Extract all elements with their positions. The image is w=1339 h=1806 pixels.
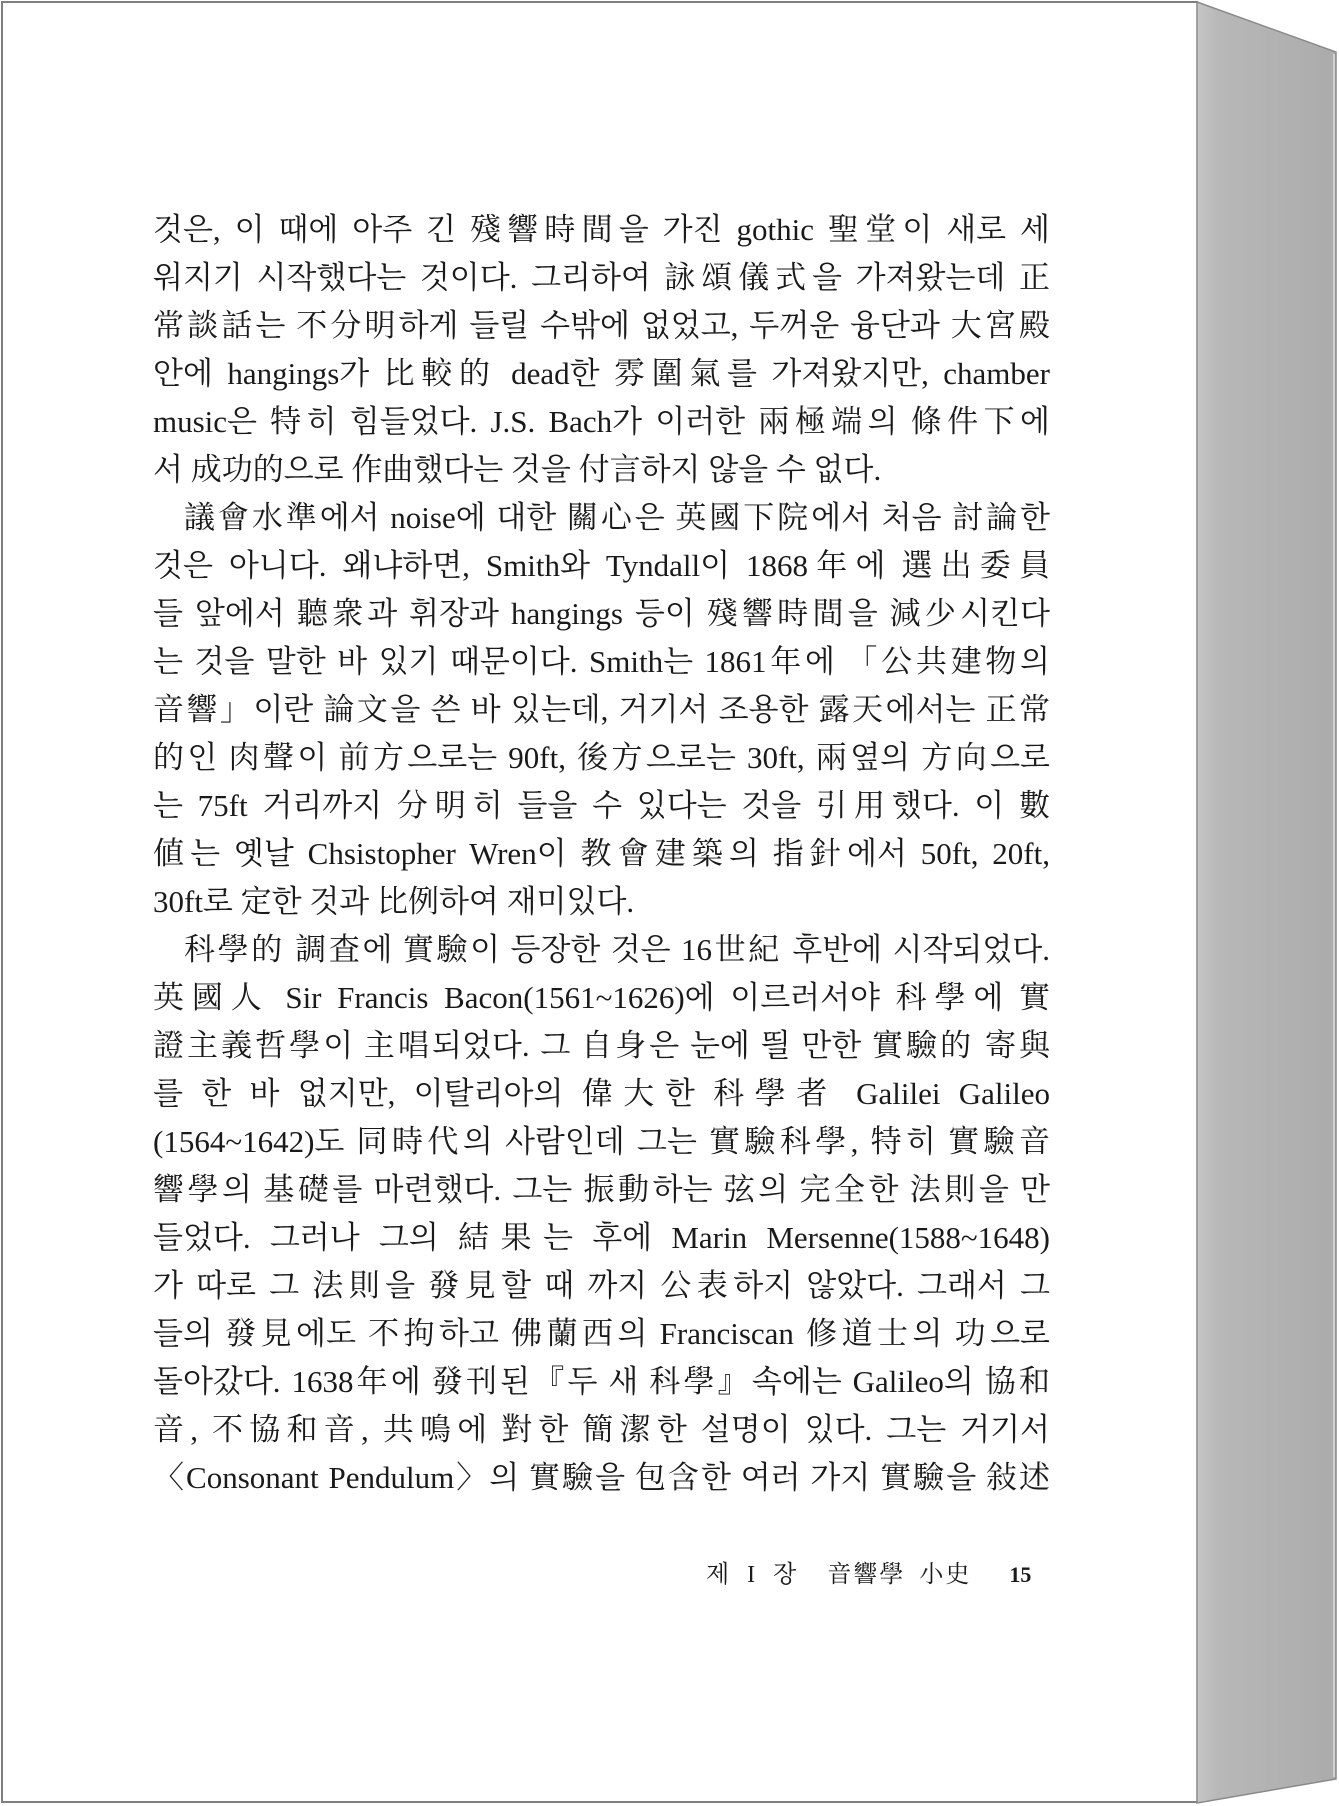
page-number: 15 [1009, 1562, 1032, 1587]
chapter-label: 제 I 장 [706, 1562, 798, 1588]
text-line: 는 것을 말한 바 있기 때문이다. Smith는 1861年에 「公共建物의 [153, 644, 1050, 679]
chapter-title: 音響學 小史 [827, 1562, 972, 1588]
text-line: music은 特히 힘들었다. J.S. Bach가 이러한 兩極端의 條件下에 [153, 404, 1050, 439]
text-line: 는 75ft 거리까지 分明히 들을 수 있다는 것을 引用했다. 이 數 [153, 788, 1050, 823]
text-line: 常談話는 不分明하게 들릴 수밖에 없었고, 두꺼운 융단과 大宮殿 [153, 308, 1050, 343]
text-line: 를 한 바 없지만, 이탈리아의 偉大한 科學者 Galilei Galileo [153, 1076, 1050, 1111]
text-line: 서 成功的으로 作曲했다는 것을 付言하지 않을 수 없다. [153, 452, 882, 487]
text-line: 音響」이란 論文을 쓴 바 있는데, 거기서 조용한 露天에서는 正常 [153, 692, 1050, 727]
text-line: 値는 옛날 Chsistopher Wren이 教會建築의 指針에서 50ft, 20ft, [153, 836, 1050, 871]
book-edge-side [1197, 2, 1336, 1803]
text-line: 워지기 시작했다는 것이다. 그리하여 詠頌儀式을 가져왔는데 正 [153, 260, 1050, 295]
text-line: 英國人 Sir Francis Bacon(1561~1626)에 이르러서야 科學에 實 [153, 980, 1050, 1015]
text-line: 돌아갔다. 1638年에 發刊된『두 새 科學』속에는 Galileo의 協和 [153, 1364, 1050, 1399]
text-line: 안에 hangings가 比較的 dead한 雰圍氣를 가져왔지만, chamber [153, 356, 1050, 391]
text-line: 들 앞에서 聽衆과 휘장과 hangings 등이 殘響時間을 減少시킨다 [153, 596, 1050, 631]
text-line: 音, 不協和音, 共鳴에 對한 簡潔한 설명이 있다. 그는 거기서 [153, 1412, 1050, 1447]
text-line: 들의 發見에도 不拘하고 佛蘭西의 Franciscan 修道士의 功으로 [153, 1316, 1050, 1351]
text-line: 〈Consonant Pendulum〉의 實驗을 包含한 여러 가지 實驗을 敍述 [153, 1460, 1050, 1495]
text-line: (1564~1642)도 同時代의 사람인데 그는 實驗科學, 特히 實驗音 [153, 1124, 1050, 1159]
text-line: 30ft로 定한 것과 比例하여 재미있다. [153, 884, 635, 919]
text-line: 科學的 調査에 實驗이 등장한 것은 16世紀 후반에 시작되었다. [184, 932, 1050, 967]
text-line: 響學의 基礎를 마련했다. 그는 振動하는 弦의 完全한 法則을 만 [153, 1172, 1050, 1207]
text-line: 的인 肉聲이 前方으로는 90ft, 後方으로는 30ft, 兩옆의 方向으로 [153, 740, 1050, 775]
text-line: 것은 아니다. 왜냐하면, Smith와 Tyndall이 1868年에 選出委員 [153, 548, 1050, 583]
text-line: 가 따로 그 法則을 發見할 때 까지 公表하지 않았다. 그래서 그 [153, 1268, 1050, 1303]
text-line: 것은, 이 때에 아주 긴 殘響時間을 가진 gothic 聖堂이 새로 세 [153, 212, 1050, 247]
text-line: 議會水準에서 noise에 대한 關心은 英國下院에서 처음 討論한 [184, 500, 1050, 535]
text-line: 證主義哲學이 主唱되었다. 그 自身은 눈에 띌 만한 實驗的 寄與 [153, 1028, 1050, 1063]
text-line: 들었다. 그러나 그의 結果는 후에 Marin Mersenne(1588~1648) [153, 1220, 1050, 1255]
